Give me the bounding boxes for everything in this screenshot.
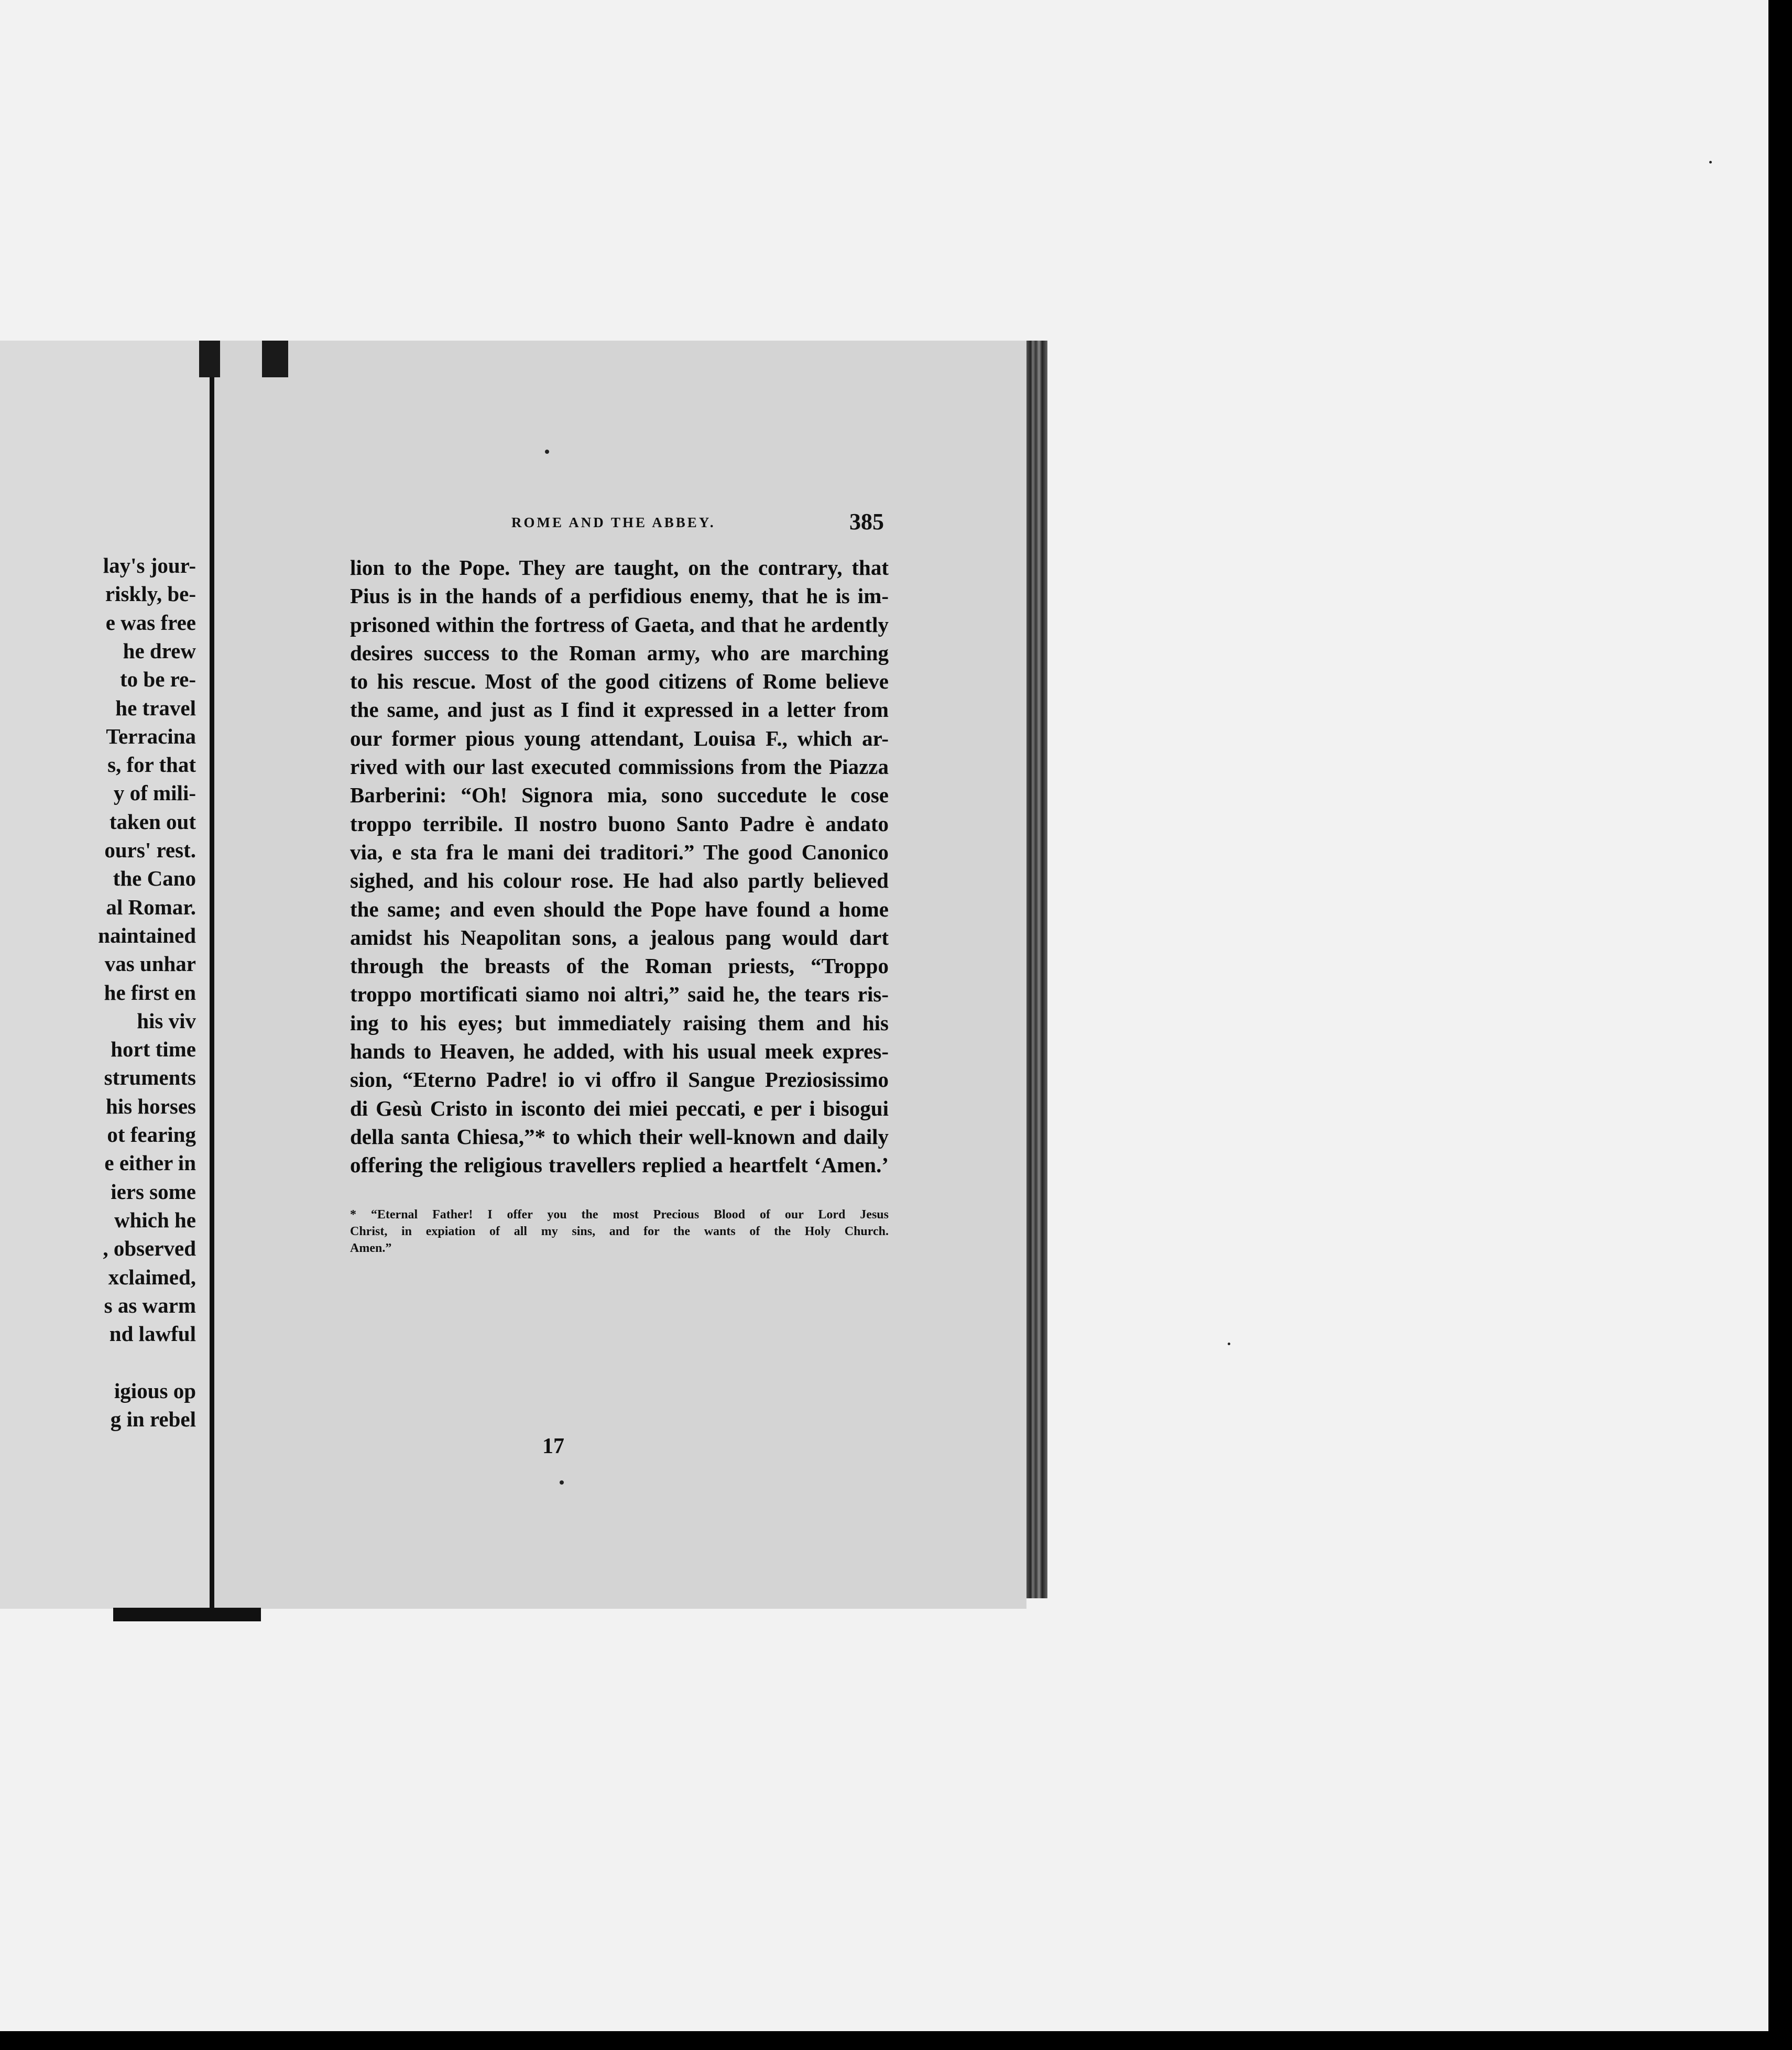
text-line: amidst his Neapolitan sons, a jealous pang would dart [350, 925, 889, 950]
left-page-text-line: lay's jour- [103, 553, 196, 577]
text-line: troppo mortificati siamo noi altri,” said he, the tears ris- [350, 982, 889, 1007]
ink-speck [560, 1480, 564, 1485]
left-page-fragment [0, 341, 210, 1609]
text-line: Barberini: “Oh! Signora mia, sono succedute le cose [350, 783, 889, 808]
text-line: the same; and even should the Pope have found a home [350, 897, 889, 921]
text-line: della santa Chiesa,”* to which their well-known and daily [350, 1124, 889, 1149]
text-line: rived with our last executed commissions from the Piazza [350, 755, 889, 779]
left-page-text-line: he travel [115, 695, 196, 720]
text-line: troppo terribile. Il nostro buono Santo Padre è andato [350, 811, 889, 836]
left-page-text-line: his viv [137, 1008, 196, 1033]
left-page-text-line: igious op [114, 1378, 196, 1403]
ink-speck [1228, 1343, 1230, 1345]
left-page-text-line: the Cano [113, 866, 196, 891]
text-line: sighed, and his colour rose. He had also partly believed [350, 868, 889, 893]
footnote-line: * “Eternal Father! I offer you the most Precious Blood of our Lord Jesus [350, 1208, 889, 1222]
left-page-text-line: naintained [98, 923, 196, 947]
text-line: lion to the Pope. They are taught, on the contrary, that [350, 555, 889, 580]
left-page-text-line: nd lawful [109, 1322, 196, 1346]
text-line: via, e sta fra le mani dei traditori.” The good Canonico [350, 839, 889, 864]
scan-border-right [1768, 0, 1792, 2033]
torn-paper-mark [199, 341, 220, 377]
left-page-text-line: e was free [105, 610, 196, 635]
text-line: through the breasts of the Roman priests, “Troppo [350, 954, 889, 978]
left-page-text-line: vas unhar [104, 952, 196, 976]
text-line: di Gesù Cristo in isconto dei miei peccati, e per i bisogui [350, 1096, 889, 1120]
left-page-text-line: which he [114, 1207, 196, 1232]
text-line: ing to his eyes; but immediately raising them and his [350, 1010, 889, 1035]
text-line: sion, “Eterno Padre! io vi offro il Sangue Preziosissimo [350, 1067, 889, 1092]
left-page-tab [113, 1608, 261, 1621]
footnote-line: Christ, in expiation of all my sins, and for the wants of the Holy Church. [350, 1225, 889, 1238]
text-line: Pius is in the hands of a perfidious enemy, that he is im- [350, 584, 889, 608]
left-page-text-line: , observed [103, 1236, 196, 1261]
text-line: to his rescue. Most of the good citizens of Rome believe [350, 669, 889, 694]
gutter-shadow [210, 341, 214, 1609]
left-page-text-line: y of mili- [113, 781, 196, 805]
left-page-text-line: taken out [109, 809, 196, 834]
footnote-line: Amen.” [350, 1241, 392, 1255]
left-page-text-line: g in rebel [110, 1407, 196, 1431]
text-line: the same, and just as I find it expressed in a letter from [350, 697, 889, 722]
ink-speck [1709, 161, 1712, 163]
left-page-text-line: s as warm [104, 1293, 196, 1317]
text-line: prisoned within the fortress of Gaeta, and that he ardently [350, 612, 889, 637]
left-page-text-line: e either in [104, 1151, 196, 1175]
scan-border-bottom [0, 2031, 1792, 2050]
text-line: offering the religious travellers replied a heartfelt ‘Amen.’ [350, 1153, 889, 1177]
left-page-text-line: s, for that [107, 753, 196, 777]
left-page-text-line: struments [104, 1065, 196, 1090]
left-page-text-line: his horses [105, 1094, 196, 1118]
left-page-text-line: hort time [111, 1037, 196, 1062]
left-page-text-line: ot fearing [107, 1122, 196, 1147]
signature-mark: 17 [542, 1434, 564, 1458]
left-page-text-line: Terracina [106, 724, 196, 748]
left-page-text-line: riskly, be- [105, 582, 196, 606]
left-page-text-line: ours' rest. [104, 838, 196, 862]
text-line: hands to Heaven, he added, with his usual meek expres- [350, 1039, 889, 1064]
text-line: desires success to the Roman army, who are marching [350, 640, 889, 665]
left-page-text-line: al Romar. [106, 895, 196, 919]
left-page-text-line: to be re- [120, 667, 196, 692]
left-page-text-line: xclaimed, [108, 1264, 196, 1289]
page-edges [1026, 341, 1047, 1598]
ink-speck [545, 450, 549, 454]
left-page-text-line: he drew [123, 638, 196, 663]
page-number: 385 [849, 509, 884, 535]
text-line: our former pious young attendant, Louisa F., which ar- [350, 726, 889, 750]
footnote [350, 1206, 889, 1257]
left-page-text-line: he first en [104, 980, 196, 1005]
body-text [350, 553, 889, 1180]
torn-paper-mark [262, 341, 288, 377]
running-head: ROME AND THE ABBEY. [511, 515, 716, 530]
left-page-text-line: iers some [111, 1179, 196, 1204]
